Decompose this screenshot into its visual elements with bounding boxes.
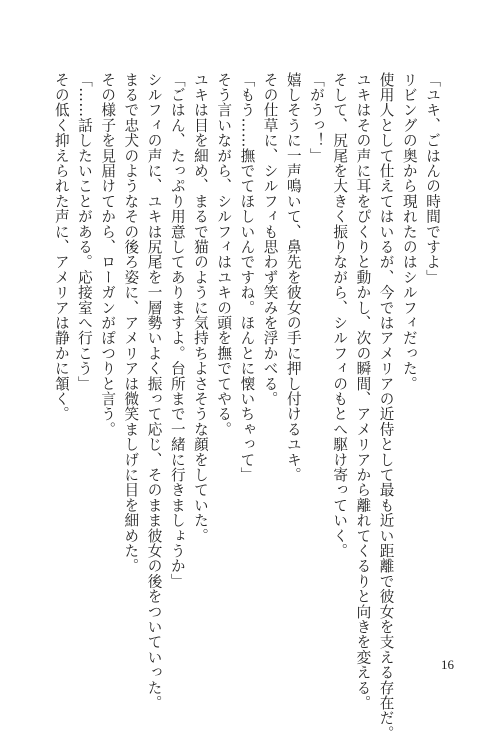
text-line: その仕草に、シルフィも思わず笑みを浮かべる。 — [261, 72, 279, 407]
text-line: ユキはその声に耳をぴくりと動かし、次の瞬間、アメリアから離れてくるりと向きを変える。 — [354, 72, 372, 711]
text-line: 「もう……撫でてほしいんですね。ほんとに懐いちゃって」 — [238, 72, 256, 483]
text-line: その様子を見届けてから、ローガンがぽつりと言う。 — [99, 72, 117, 437]
text-line: そして、尻尾を大きく振りながら、シルフィのもとへ駆け寄っていく。 — [331, 72, 349, 559]
text-line: 「ごはん、たっぷり用意してありますよ。台所まで一緒に行きましょうか」 — [168, 72, 186, 589]
text-line: ユキは目を細め、まるで猫のように気持ちよさそうな顔をしていた。 — [191, 72, 209, 544]
text-line: そう言いながら、シルフィはユキの頭を撫でてやる。 — [215, 72, 233, 437]
text-line: 「ユキ、ごはんの時間ですよ」 — [424, 72, 441, 285]
text-line: リビングの奥から現れたのはシルフィだった。 — [400, 72, 418, 392]
text-line: その低く抑えられた声に、アメリアは静かに頷く。 — [52, 72, 70, 422]
text-line: 使用人として仕えてはいるが、今ではアメリアの近侍として最も近い距離で彼女を支える存在だ。 — [377, 72, 395, 741]
text-line: まるで忠犬のようなその後ろ姿に、アメリアは微笑ましげに目を細めた。 — [122, 72, 140, 574]
page-number: 16 — [441, 657, 454, 672]
body-text — [50, 72, 444, 741]
text-line: 「がうっ！」 — [307, 72, 325, 164]
text-line: 「……話したいことがある。応接室へ行こう」 — [75, 72, 93, 392]
text-line: シルフィの声に、ユキは尻尾を一層勢いよく振って応じ、そのまま彼女の後をついていった。 — [145, 72, 163, 711]
text-line: 嬉しそうに一声鳴いて、鼻先を彼女の手に押し付けるユキ。 — [284, 72, 302, 483]
